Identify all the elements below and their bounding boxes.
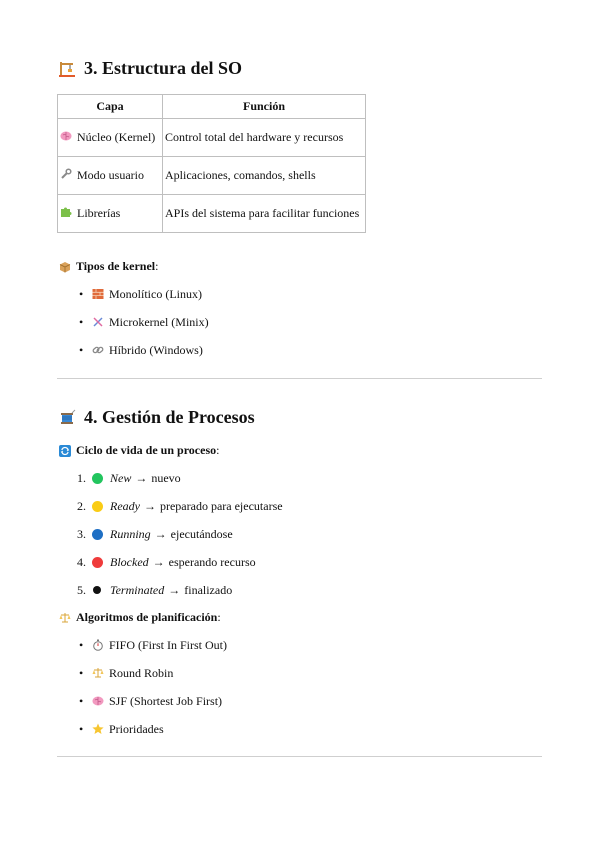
process-state: Ready (110, 498, 140, 513)
process-state-desc: ejecutándose (170, 526, 233, 541)
table-row (58, 157, 366, 195)
divider (57, 378, 542, 379)
puzzle-icon (60, 206, 72, 218)
section-3-title: 3. Estructura del SO (84, 58, 243, 78)
table-cell-function: APIs del sistema para facilitar funciones (163, 195, 366, 233)
list-item (59, 464, 283, 492)
brick-icon (92, 288, 104, 300)
list-item (59, 631, 227, 659)
list-item (59, 308, 209, 336)
list-item (59, 336, 209, 364)
process-state-desc: finalizado (184, 582, 233, 597)
structure-table (57, 94, 366, 233)
scales-icon (59, 612, 71, 624)
bullet: • (79, 286, 84, 301)
status-dot-yellow (92, 501, 103, 512)
table-header-function: Función (163, 95, 366, 119)
lifecycle-list (59, 464, 283, 604)
kernel-types-list (59, 280, 209, 364)
table-row (58, 195, 366, 233)
list-number: 4. (77, 554, 86, 569)
list-item (59, 280, 209, 308)
table-header-row (58, 95, 366, 119)
wrench-icon (60, 168, 72, 180)
thread-spool-icon (58, 409, 76, 427)
table-header-layer: Capa (58, 95, 163, 119)
dna-icon (92, 316, 104, 328)
lifecycle-label (59, 443, 219, 458)
table-cell-layer (58, 157, 163, 195)
brain-icon (92, 695, 104, 707)
list-item-text: Híbrido (Windows) (109, 342, 203, 357)
algorithms-label (59, 610, 221, 625)
process-state-desc: nuevo (151, 470, 181, 485)
list-item (59, 548, 283, 576)
bullet: • (79, 342, 84, 357)
link-icon (92, 344, 104, 356)
process-state: Blocked (110, 554, 149, 569)
arrow: → (143, 498, 156, 513)
kernel-types-label (59, 259, 158, 274)
list-number: 1. (77, 470, 86, 485)
arrow: → (135, 470, 148, 485)
construction-icon (58, 60, 76, 78)
process-state: New (110, 470, 132, 485)
section-4-heading (58, 407, 255, 428)
table-cell-layer-text: Modo usuario (77, 168, 144, 182)
arrow: → (168, 582, 181, 597)
section-3-heading (58, 58, 242, 79)
status-dot-red (92, 557, 103, 568)
list-item (59, 715, 227, 743)
divider (57, 756, 542, 757)
table-row (58, 119, 366, 157)
lifecycle-colon: : (216, 443, 220, 457)
status-dot-green (92, 473, 103, 484)
algorithms-list (59, 631, 227, 743)
list-item-text: Monolítico (Linux) (109, 286, 202, 301)
kernel-types-title: Tipos de kernel (76, 259, 156, 273)
table-cell-layer-text: Librerías (77, 206, 121, 220)
bullet: • (79, 721, 84, 736)
bullet: • (79, 693, 84, 708)
list-item (59, 687, 227, 715)
process-state-desc: esperando recurso (168, 554, 256, 569)
list-number: 3. (77, 526, 86, 541)
list-item (59, 492, 283, 520)
list-item-text: FIFO (First In First Out) (109, 637, 228, 652)
table-cell-layer-text: Núcleo (Kernel) (77, 130, 156, 144)
process-state: Terminated (110, 582, 165, 597)
list-item (59, 576, 283, 604)
list-item-text: Round Robin (109, 665, 174, 680)
algorithms-title: Algoritmos de planificación (76, 610, 218, 624)
brain-icon (60, 130, 72, 142)
lifecycle-title: Ciclo de vida de un proceso (76, 443, 217, 457)
table-cell-layer (58, 119, 163, 157)
package-icon (59, 261, 71, 273)
stopwatch-icon (92, 639, 104, 651)
scales-icon (92, 667, 104, 679)
bullet: • (79, 314, 84, 329)
table-cell-layer (58, 195, 163, 233)
algorithms-colon: : (217, 610, 221, 624)
repeat-icon (59, 445, 71, 457)
list-item (59, 520, 283, 548)
list-item-text: Prioridades (109, 721, 164, 736)
list-item-text: SJF (Shortest Job First) (109, 693, 223, 708)
star-icon (92, 723, 104, 735)
list-item (59, 659, 227, 687)
status-dot-black (93, 586, 101, 594)
bullet: • (79, 637, 84, 652)
arrow: → (152, 554, 165, 569)
status-dot-blue (92, 529, 103, 540)
bullet: • (79, 665, 84, 680)
list-number: 2. (77, 498, 86, 513)
table-cell-function: Aplicaciones, comandos, shells (163, 157, 366, 195)
section-4-title: 4. Gestión de Procesos (84, 407, 255, 427)
kernel-types-colon: : (155, 259, 159, 273)
process-state-desc: preparado para ejecutarse (159, 498, 283, 513)
list-number: 5. (77, 582, 86, 597)
list-item-text: Microkernel (Minix) (109, 314, 209, 329)
process-state: Running (110, 526, 151, 541)
table-cell-function: Control total del hardware y recursos (163, 119, 366, 157)
arrow: → (154, 526, 167, 541)
